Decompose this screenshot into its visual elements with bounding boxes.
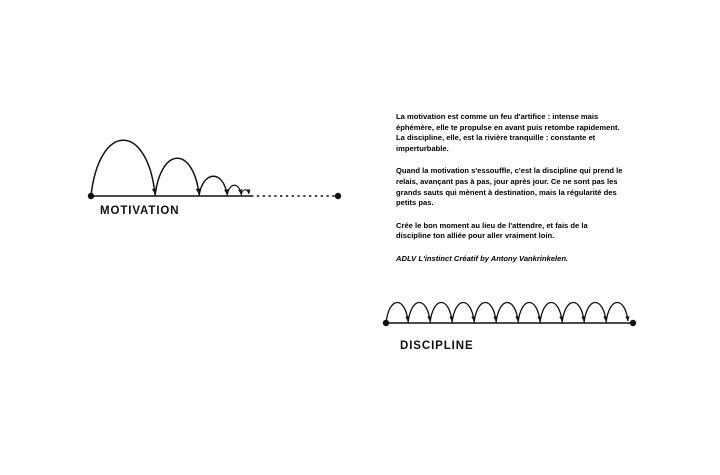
discipline-arc xyxy=(430,302,452,323)
motivation-arc-3 xyxy=(199,176,227,196)
motivation-arc-2 xyxy=(155,158,199,196)
paragraph-3: Crée le bon moment au lieu de l'attendre, et fais de la discipline ton alliée pour aller vraiment loin. xyxy=(396,220,588,241)
discipline-diagram xyxy=(380,288,642,333)
discipline-arc xyxy=(606,302,628,323)
motivation-end-dot xyxy=(335,193,341,199)
discipline-label: DISCIPLINE xyxy=(400,340,474,352)
paragraph-1: La motivation est comme un feu d'artifice : intense mais éphémère, elle te propulse en avant puis retombe rapidement. La discipline, elle, est la rivière tranquille : constante et imperturbable. xyxy=(396,112,620,153)
motivation-svg xyxy=(85,118,345,218)
description-text-block xyxy=(396,112,624,265)
motivation-label: MOTIVATION xyxy=(100,205,180,217)
discipline-svg xyxy=(380,288,642,333)
discipline-arc xyxy=(474,302,496,323)
credit-line: ADLV L'instinct Créatif by Antony Vankrinkelen. xyxy=(396,253,569,263)
discipline-arc xyxy=(518,302,540,323)
discipline-end-dot xyxy=(630,320,636,326)
motivation-arc-4 xyxy=(227,185,241,196)
discipline-arc xyxy=(540,302,562,323)
discipline-arc xyxy=(562,302,584,323)
discipline-arc xyxy=(452,302,474,323)
paragraph-2: Quand la motivation s'essouffle, c'est la discipline qui prend le relais, avançant pas à pas, jour après jour. Ce ne sont pas les grands sauts qui mènent à destination, mais la régularité des petits pas. xyxy=(396,166,623,208)
motivation-arc-1 xyxy=(91,140,155,196)
motivation-arc-5 xyxy=(241,190,249,196)
discipline-arc xyxy=(386,302,408,323)
motivation-diagram xyxy=(85,118,345,218)
discipline-arc xyxy=(584,302,606,323)
discipline-arc xyxy=(496,302,518,323)
discipline-arc xyxy=(408,302,430,323)
